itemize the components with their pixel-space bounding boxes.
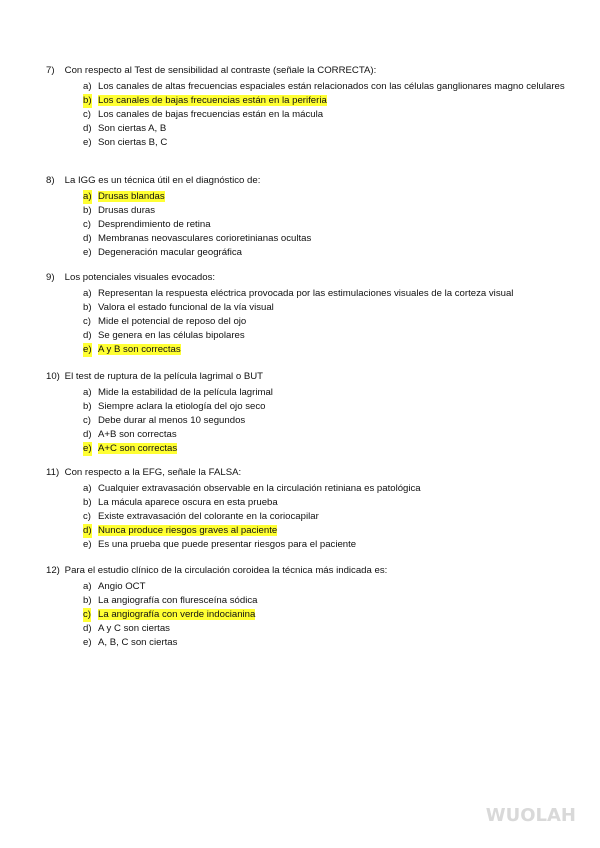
option-letter: c) bbox=[83, 316, 91, 327]
option-text: Existe extravasación del colorante en la coriocapilar bbox=[98, 511, 319, 522]
option-letter: d) bbox=[83, 623, 92, 634]
question-text: Los potenciales visuales evocados: bbox=[64, 272, 216, 283]
option-b bbox=[46, 204, 566, 218]
question-title bbox=[46, 64, 566, 78]
option-text: La angiografía con verde indocianina bbox=[98, 609, 256, 620]
option-letter: b) bbox=[83, 95, 92, 106]
option-text: La mácula aparece oscura en esta prueba bbox=[98, 497, 278, 508]
option-letter: b) bbox=[83, 401, 92, 412]
option-letter: a) bbox=[83, 288, 92, 299]
option-text: Se genera en las células bipolares bbox=[98, 330, 245, 341]
question-number: 10) bbox=[46, 371, 60, 382]
question-8 bbox=[46, 174, 566, 260]
option-text: Nunca produce riesgos graves al paciente bbox=[98, 525, 278, 536]
option-a bbox=[46, 287, 566, 301]
option-letter: e) bbox=[83, 637, 92, 648]
option-text: Son ciertas A, B bbox=[98, 123, 167, 134]
option-text: A y B son correctas bbox=[98, 344, 181, 355]
question-9 bbox=[46, 271, 566, 357]
option-e bbox=[46, 136, 566, 150]
question-text: Para el estudio clínico de la circulación coroidea la técnica más indicada es: bbox=[64, 565, 388, 576]
option-text: Son ciertas B, C bbox=[98, 137, 168, 148]
option-text: Mide el potencial de reposo del ojo bbox=[98, 316, 247, 327]
option-letter: b) bbox=[83, 302, 92, 313]
option-text: A, B, C son ciertas bbox=[98, 637, 178, 648]
option-letter: e) bbox=[83, 247, 92, 258]
question-10 bbox=[46, 370, 566, 456]
option-d bbox=[46, 622, 566, 636]
option-b bbox=[46, 594, 566, 608]
option-text: Desprendimiento de retina bbox=[98, 219, 211, 230]
question-number: 11) bbox=[46, 467, 60, 478]
question-title bbox=[46, 466, 566, 480]
option-letter: c) bbox=[83, 109, 91, 120]
option-b bbox=[46, 400, 566, 414]
option-letter: c) bbox=[83, 609, 91, 620]
option-e bbox=[46, 246, 566, 260]
question-11 bbox=[46, 466, 566, 552]
option-d bbox=[46, 428, 566, 442]
option-a bbox=[46, 190, 566, 204]
option-d bbox=[46, 524, 566, 538]
option-letter: c) bbox=[83, 415, 91, 426]
option-letter: d) bbox=[83, 525, 92, 536]
option-letter: b) bbox=[83, 595, 92, 606]
option-letter: d) bbox=[83, 123, 92, 134]
option-c bbox=[46, 218, 566, 232]
question-title bbox=[46, 370, 566, 384]
option-text: Degeneración macular geográfica bbox=[98, 247, 242, 258]
option-b bbox=[46, 94, 566, 108]
option-letter: a) bbox=[83, 581, 92, 592]
option-text: La angiografía con fluresceína sódica bbox=[98, 595, 258, 606]
option-c bbox=[46, 414, 566, 428]
question-number: 9) bbox=[46, 272, 55, 283]
option-letter: a) bbox=[83, 483, 92, 494]
question-12 bbox=[46, 564, 566, 650]
option-c bbox=[46, 108, 566, 122]
option-text: Los canales de altas frecuencias espaciales están relacionados con las células ganglionares magno celulares bbox=[98, 81, 565, 92]
option-b bbox=[46, 496, 566, 510]
question-title bbox=[46, 174, 566, 188]
option-e bbox=[46, 538, 566, 552]
option-letter: e) bbox=[83, 443, 92, 454]
option-text: Representan la respuesta eléctrica provocada por las estimulaciones visuales de la corteza visual bbox=[98, 288, 514, 299]
option-text: Drusas blandas bbox=[98, 191, 165, 202]
option-a bbox=[46, 580, 566, 594]
option-letter: d) bbox=[83, 330, 92, 341]
option-text: A y C son ciertas bbox=[98, 623, 170, 634]
question-title bbox=[46, 564, 566, 578]
option-b bbox=[46, 301, 566, 315]
question-title bbox=[46, 271, 566, 285]
option-c bbox=[46, 315, 566, 329]
option-letter: b) bbox=[83, 205, 92, 216]
option-text: Siempre aclara la etiología del ojo seco bbox=[98, 401, 266, 412]
question-number: 7) bbox=[46, 65, 55, 76]
option-text: Los canales de bajas frecuencias están en la periferia bbox=[98, 95, 327, 106]
option-a bbox=[46, 386, 566, 400]
option-text: Los canales de bajas frecuencias están en la mácula bbox=[98, 109, 324, 120]
option-a bbox=[46, 80, 566, 94]
option-letter: c) bbox=[83, 219, 91, 230]
option-e bbox=[46, 442, 566, 456]
question-text: La IGG es un técnica útil en el diagnóstico de: bbox=[64, 175, 261, 186]
option-letter: e) bbox=[83, 539, 92, 550]
option-text: Cualquier extravasación observable en la circulación retiniana es patológica bbox=[98, 483, 421, 494]
option-letter: d) bbox=[83, 233, 92, 244]
option-letter: a) bbox=[83, 191, 92, 202]
question-number: 12) bbox=[46, 565, 60, 576]
option-c bbox=[46, 510, 566, 524]
option-letter: c) bbox=[83, 511, 91, 522]
question-text: Con respecto al Test de sensibilidad al contraste (señale la CORRECTA): bbox=[64, 65, 377, 76]
option-e bbox=[46, 636, 566, 650]
option-text: A+C son correctas bbox=[98, 443, 178, 454]
option-text: Es una prueba que puede presentar riesgos para el paciente bbox=[98, 539, 357, 550]
question-7 bbox=[46, 64, 566, 150]
option-text: Drusas duras bbox=[98, 205, 156, 216]
option-e bbox=[46, 343, 566, 357]
option-text: Angio OCT bbox=[98, 581, 146, 592]
option-text: Debe durar al menos 10 segundos bbox=[98, 415, 246, 426]
option-text: A+B son correctas bbox=[98, 429, 177, 440]
option-d bbox=[46, 122, 566, 136]
option-text: Membranas neovasculares corioretinianas ocultas bbox=[98, 233, 312, 244]
option-text: Mide la estabilidad de la película lagrimal bbox=[98, 387, 273, 398]
option-d bbox=[46, 329, 566, 343]
wuolah-watermark: WUOLAH bbox=[485, 805, 576, 826]
option-letter: a) bbox=[83, 387, 92, 398]
option-letter: e) bbox=[83, 344, 92, 355]
option-d bbox=[46, 232, 566, 246]
option-c bbox=[46, 608, 566, 622]
option-letter: e) bbox=[83, 137, 92, 148]
option-letter: d) bbox=[83, 429, 92, 440]
question-text: Con respecto a la EFG, señale la FALSA: bbox=[64, 467, 242, 478]
option-a bbox=[46, 482, 566, 496]
question-number: 8) bbox=[46, 175, 55, 186]
option-letter: b) bbox=[83, 497, 92, 508]
option-letter: a) bbox=[83, 81, 92, 92]
question-text: El test de ruptura de la película lagrimal o BUT bbox=[64, 371, 264, 382]
option-text: Valora el estado funcional de la vía visual bbox=[98, 302, 274, 313]
